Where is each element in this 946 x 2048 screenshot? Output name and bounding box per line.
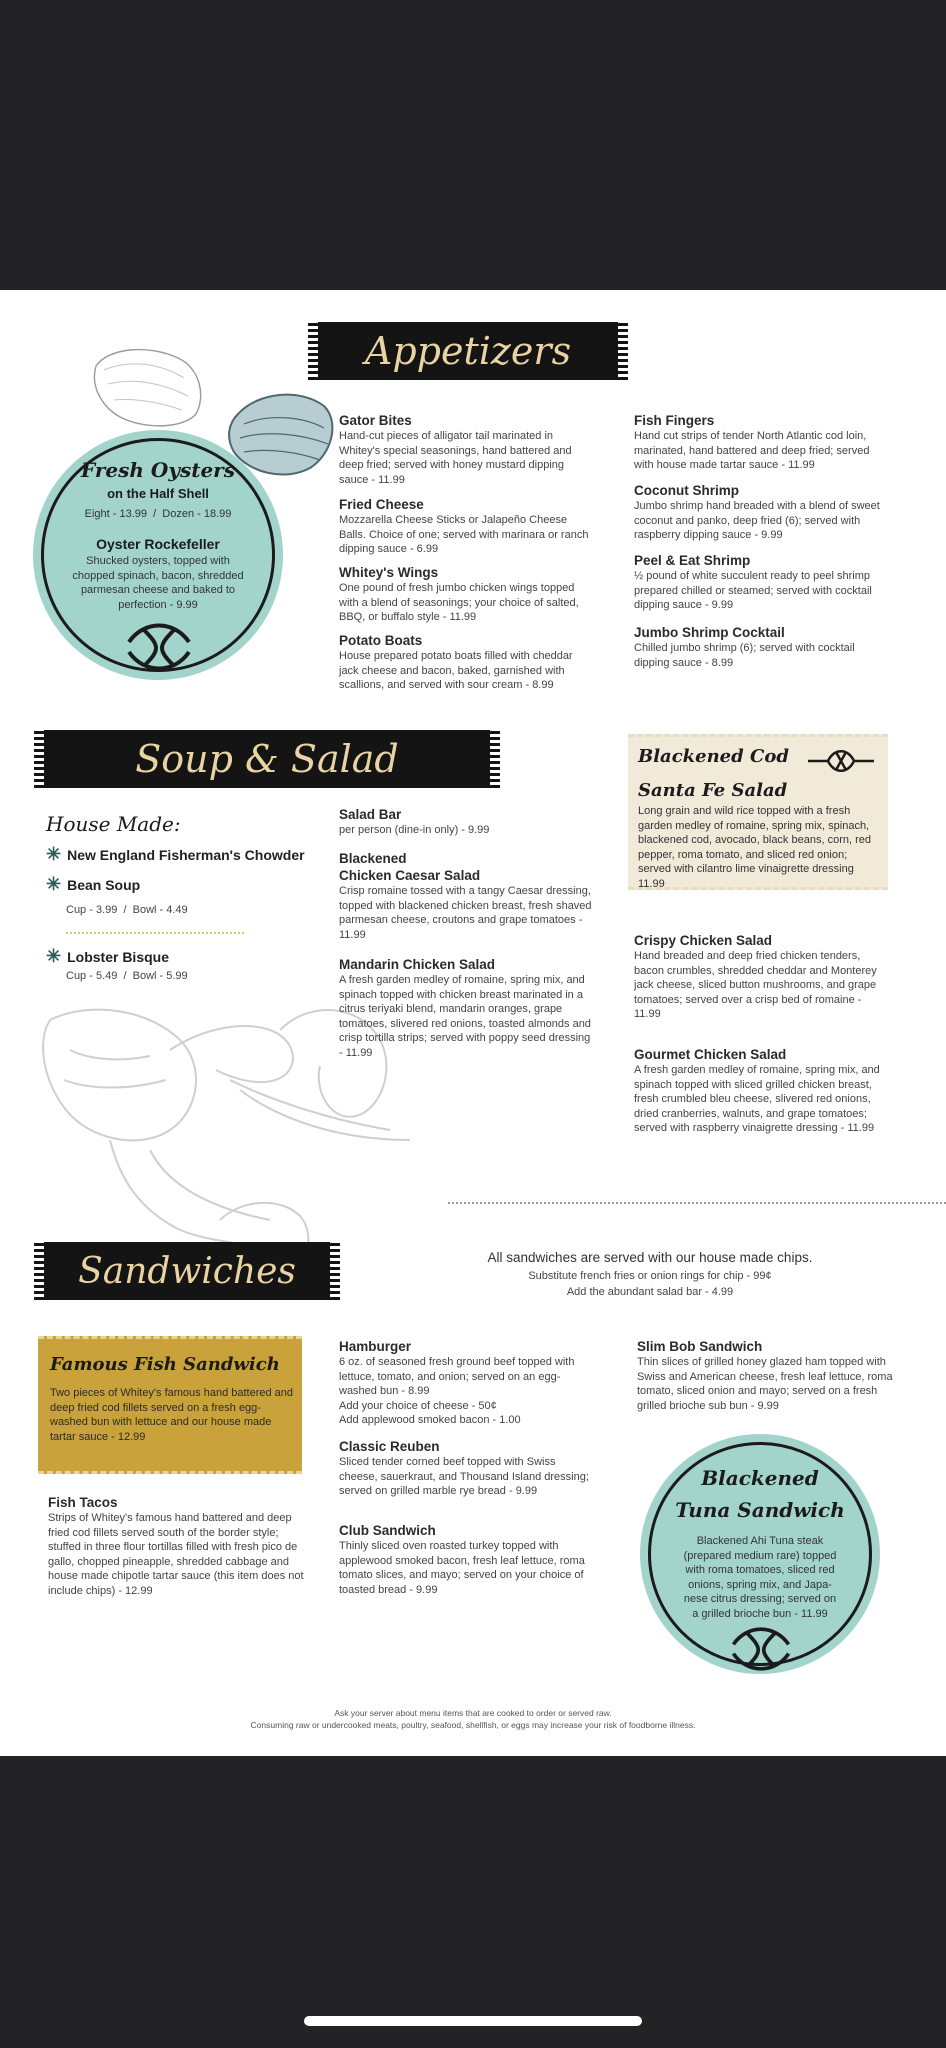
menu-item-jumbo-shrimp-cocktail: Jumbo Shrimp Cocktail Chilled jumbo shrimp (6); served with cocktail dipping sauce - 8.99 [634,625,855,669]
oysters-title: Fresh Oysters [81,458,235,482]
salad-item-crispy-chicken: Crispy Chicken Salad Hand breaded and deep fried chicken tenders, bacon crumbles, shredded cheddar and Monterey jack cheese, sliced button mushrooms, and grape tomatoes; served over a crisp bed of romaine - 11.99 [634,933,877,1021]
sandwich-item-hamburger: Hamburger 6 oz. of seasoned fresh ground beef topped with lettuce, tomato, and onion; served on an egg-washed bun - 8.99 Add your choice of cheese - 50¢ Add applewood smoked bacon - 1.00 [339,1339,575,1427]
menu-item-potato-boats: Potato Boats House prepared potato boats filled with cheddar jack cheese and bacon, baked, garnished with scallions, and served with sour cream - 8.99 [339,633,573,692]
sandwiches-substitute: Substitute french fries or onion rings for chip - 99¢ [528,1270,772,1282]
sandwich-item-fish-tacos: Fish Tacos Strips of Whitey's famous hand battered and deep fried cod fillets served south of the border style; stuffed in three flour tortillas filled with fresh pico de gallo, chopped pineapple, shredded cabbage and house made chipotle tartar sauce (this item does not include chips) - 12.99 [48,1495,304,1597]
oysters-subtitle: on the Half Shell [107,486,209,501]
cod-title-2: Santa Fe Salad [638,780,788,801]
footer-line-2: Consuming raw or undercooked meats, poultry, seafood, shellfish, or eggs may increase your risk of foodborne illness. [250,1720,696,1730]
sandwich-item-classic-reuben: Classic Reuben Sliced tender corned beef topped with Swiss cheese, sauerkraut, and Thousand Island dressing; served on grilled marble rye bread - 9.99 [339,1439,589,1498]
soup-item-chowder: ✳ New England Fisherman's Chowder [46,844,305,864]
footer-line-1: Ask your server about menu items that are cooked to order or served raw. [334,1708,612,1718]
sandwiches-title: Sandwiches [78,1250,296,1292]
menu-item-peel-eat-shrimp: Peel & Eat Shrimp ½ pound of white succulent ready to peel shrimp prepared chilled or steamed; served with cocktail dipping sauce - 9.99 [634,553,872,612]
salad-item-salad-bar: Salad Bar per person (dine-in only) - 9.99 [339,807,490,836]
rope-knot-icon [124,622,194,672]
salad-item-gourmet-chicken: Gourmet Chicken Salad A fresh garden medley of romaine, spring mix, and spinach topped with sliced grilled chicken breast, fresh crumbled bleu cheese, slivered red onions, dried cranberries, walnuts, and grape tomatoes; served with raspberry vinaigrette dressing - 11.99 [634,1047,880,1135]
sandwiches-banner [44,1242,330,1300]
appetizers-banner [318,322,618,380]
soup-item-bean: ✳ Bean Soup [46,874,141,894]
menu-item-gator-bites: Gator Bites Hand-cut pieces of alligator tail marinated in Whitey's special seasonings, hand battered and deep fried; served with honey mustard dipping sauce - 11.99 [339,413,572,486]
tuna-title-1: Blackened [701,1466,819,1490]
salad-item-caesar: Blackened Chicken Caesar Salad Crisp romaine tossed with a tangy Caesar dressing, topped with blackened chicken breast, fresh shaved parmesan cheese, croutons and grape tomatoes - 11.99 [339,851,592,941]
sandwiches-salad-bar: Add the abundant salad bar - 4.99 [566,1286,734,1298]
soup-salad-title: Soup & Salad [135,737,399,781]
divider [448,1202,946,1204]
sandwich-item-slim-bob: Slim Bob Sandwich Thin slices of grilled honey glazed ham topped with Swiss and American cheese, fresh leaf lettuce, roma tomato, sliced onion and mayo; served on a fresh grilled brioche sub bun - 9.99 [637,1339,893,1412]
sandwiches-note: All sandwiches are served with our house made chips. [487,1250,813,1265]
house-made-label: House Made: [46,812,181,836]
soup-item-lobster-bisque: ✳ Lobster Bisque [46,946,169,966]
rope-knot-icon [806,748,876,774]
menu-item-fish-fingers: Fish Fingers Hand cut strips of tender North Atlantic cod loin, marinated, hand battered and deep fried; served with house made tartar sauce - 11.99 [634,413,870,472]
menu-item-coconut-shrimp: Coconut Shrimp Jumbo shrimp hand breaded with a blend of sweet coconut and panko, deep fried (6); served with raspberry dipping sauce - 9.99 [634,483,880,542]
asterisk-icon: ✳ [46,844,62,864]
oyster-rockefeller-desc: Shucked oysters, topped with chopped spinach, bacon, shredded parmesan cheese and baked to perfection - 9.99 [72,555,244,611]
home-indicator[interactable] [304,2016,642,2026]
appetizers-title: Appetizers [364,329,572,373]
divider [66,932,244,934]
menu-item-fried-cheese: Fried Cheese Mozzarella Cheese Sticks or Jalapeño Cheese Balls. Choice of one; served with marinara or ranch dipping sauce - 6.99 [339,497,589,556]
famous-fish-title: Famous Fish Sandwich [50,1354,280,1375]
cod-desc: Long grain and wild rice topped with a fresh garden medley of romaine, spring mix, spinach, blackened cod, avocado, black beans, corn, red pepper, roma tomato, and sliced red onion; served with cilantro lime vinaigrette dressing 11.99 [638,805,871,890]
tuna-title-2: Tuna Sandwich [675,1498,845,1522]
famous-fish-desc: Two pieces of Whitey's famous hand battered and deep fried cod fillets served on a fresh egg-washed bun with lettuce and our house made tartar sauce - 12.99 [50,1387,294,1443]
cod-title-1: Blackened Cod [638,746,789,767]
asterisk-icon: ✳ [46,946,62,966]
salad-item-mandarin: Mandarin Chicken Salad A fresh garden medley of romaine, spring mix, and spinach topped with chicken breast marinated in a citrus teriyaki blend, mandarin oranges, grape tomatoes, slivered red onions, toasted almonds and crisp tortilla strips; served with poppy seed dressing - 11.99 [339,957,591,1059]
rope-knot-icon [728,1626,794,1672]
asterisk-icon: ✳ [46,874,62,894]
menu-page [0,290,946,1756]
tuna-desc: Blackened Ahi Tuna steak (prepared medium rare) topped with roma tomatoes, sliced red onions, spring mix, and Japa-nese citrus dressing; served on a grilled brioche bun - 11.99 [683,1535,837,1620]
oyster-rockefeller-title: Oyster Rockefeller [96,536,220,552]
soup-bean-price: Cup - 3.99 / Bowl - 4.49 [66,904,188,916]
soup-salad-banner [44,730,490,788]
oysters-prices: Eight - 13.99 / Dozen - 18.99 [84,508,232,520]
menu-item-whiteys-wings: Whitey's Wings One pound of fresh jumbo chicken wings topped with a blend of seasonings; your choice of salted, BBQ, or buffalo style - 11.99 [339,565,579,624]
soup-lobster-price: Cup - 5.49 / Bowl - 5.99 [66,970,188,982]
sandwich-item-club: Club Sandwich Thinly sliced oven roasted turkey topped with applewood smoked bacon, fresh leaf lettuce, roma tomato slices, and mayo; served on your choice of toasted bread - 9.99 [339,1523,585,1596]
